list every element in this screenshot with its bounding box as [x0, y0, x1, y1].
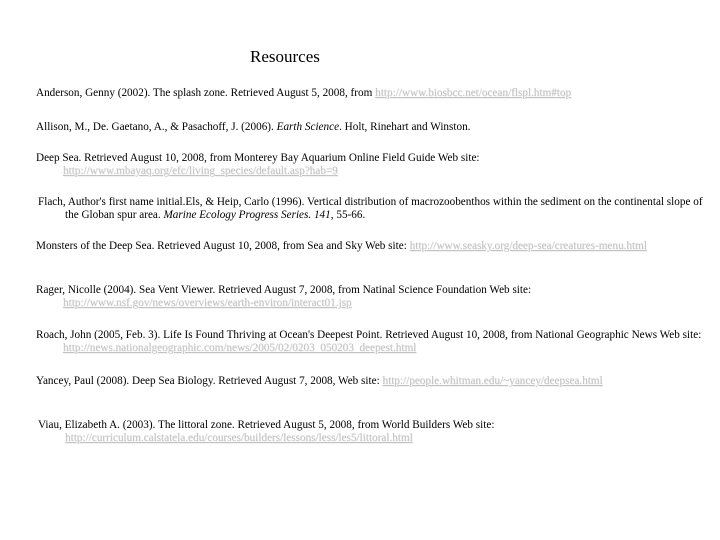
reference-monsters — [36, 240, 703, 253]
reference-text: Anderson, Genny (2002). The splash zone. Retrieved August 5, 2008, from — [36, 87, 376, 99]
reference-viau — [38, 419, 705, 445]
reference-text: Viau, Elizabeth A. (2003). The littoral zone. Retrieved August 5, 2008, from World Builders Web site: — [38, 419, 495, 431]
reference-roach — [36, 329, 703, 355]
reference-text: Yancey, Paul (2008). Deep Sea Biology. Retrieved August 7, 2008, Web site: — [36, 375, 383, 387]
reference-text: Flach, Author's first name initial.Els, & Heip, Carlo (1996). Vertical distribution of macrozoobenthos within the sediment on the continental slope of the Globan spur area. — [38, 196, 703, 221]
reference-link[interactable]: http://people.whitman.edu/~yancey/deepsea.html — [382, 375, 603, 387]
page-title: Resources — [250, 47, 320, 66]
reference-link[interactable]: http://curriculum.calstatela.edu/courses/builders/lessons/less/les5/littoral.html — [65, 432, 413, 444]
reference-text: Monsters of the Deep Sea. Retrieved August 10, 2008, from Sea and Sky Web site: — [36, 240, 410, 252]
reference-source-title: Earth Science — [276, 121, 340, 133]
reference-anderson — [36, 87, 703, 100]
reference-link[interactable]: http://news.nationalgeographic.com/news/2005/02/0203_050203_deepest.html — [63, 342, 417, 354]
reference-text-end: . Holt, Rinehart and Winston. — [339, 121, 471, 133]
reference-link[interactable]: http://www.biosbcc.net/ocean/flspl.htm#top — [375, 87, 572, 99]
reference-source-title: Marine Ecology Progress Series. 141 — [163, 209, 331, 221]
reference-flach — [38, 196, 705, 222]
reference-link[interactable]: http://www.mbayaq.org/efc/living_species/default.asp?hab=9 — [63, 165, 338, 177]
reference-text-end: , 55-66. — [330, 209, 366, 221]
reference-text: Rager, Nicolle (2004). Sea Vent Viewer. Retrieved August 7, 2008, from Natinal Science Foundation Web site: — [36, 284, 532, 296]
reference-text: Deep Sea. Retrieved August 10, 2008, from Monterey Bay Aquarium Online Field Guide Web site: — [36, 152, 480, 164]
reference-rager — [36, 284, 703, 310]
reference-link[interactable]: http://www.nsf.gov/news/overviews/earth-environ/interact01.jsp — [63, 297, 352, 309]
reference-deep-sea — [36, 152, 703, 178]
reference-allison — [36, 121, 703, 134]
reference-text: Allison, M., De. Gaetano, A., & Pasachoff, J. (2006). — [36, 121, 277, 133]
reference-link[interactable]: http://www.seasky.org/deep-sea/creatures-menu.html — [409, 240, 647, 252]
reference-yancey — [36, 375, 703, 388]
reference-text: Roach, John (2005, Feb. 3). Life Is Found Thriving at Ocean's Deepest Point. Retrieved August 10, 2008, from National Geographic News Web site: — [36, 329, 702, 341]
